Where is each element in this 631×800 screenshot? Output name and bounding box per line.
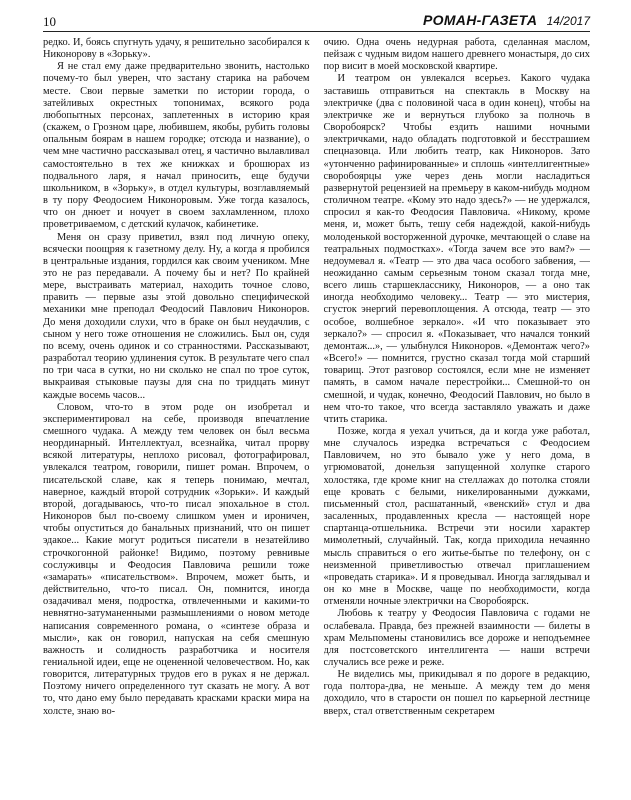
magazine-title: РОМАН-ГАЗЕТА xyxy=(423,12,538,28)
paragraph: Словом, что-то в этом роде он изобретал и экспериментировал на себе, производя впечатление смешного чудака. А между тем человек он был весьма неординарный. Интеллектуал, всезнайка, читал прорву всякой литературы, неплохо рисовал, фотографировал, увлекался театром, говорили, пишет роман. Впрочем, о писательской славе, как я теперь понимаю, мечтал, наверное, каждый второй сотрудник «Зорьки». И каждый второй, догадываюсь, что-то писал эпохальное в стол. Никоноров был по-своему слишком умен и ироничен, чтобы опуститься до банальных признаний, что он пишет эдакое... Какие могут родиться писатели в незатейливо строчкогонной районке! Видимо, поэтому ревнивые сослуживцы и Феодосия Павловича решили тоже «замарать» «писательством». Впрочем, может быть, и действительно, что-то писал. Он, помнится, иногда озадачивал меня, подростка, отвлеченными и какими-то невнятно-затуманенными размышлениями о новом методе написания современного романа, о «синтезе образа и мысли», как он говорил, напуская на себя смешную важность и солидность разработчика и носителя гениальной идеи, еще не оцененной человечеством. Но, как говорится, литературных трудов его в руках я не держал. Поэтому ничего определенного тут сказать не могу. А вот то, что дано ему было передавать красками краски мира на холсте, знаю во- xyxy=(43,401,310,717)
paragraph: Позже, когда я уехал учиться, да и когда уже работал, мне случалось изредка встречаться с Феодосием Павловичем, но это бывало уже у него дома, в угрюмоватой, донельзя запущенной холупке старого холостяка, где кроме книг на стеллажах до потолка стояли еще кровать с белыми, никелированными дужками, письменный стол, расшатанный, «венский» стул и два засаленных, продавленных кресла — настоящей норе спартанца-отшельника. Встречи эти носили характер мимолетный, случайный. Так, когда приходила нечаянно мысль справиться о его житье-бытье по телефону, он с неизменной приветливостью отвечал приглашением «проведать старика». И я проведывал. Иногда заглядывал и он ко мне в Москве, чаще по необходимости, когда отменяли ночные электрички на Своробоярск. xyxy=(323,426,590,608)
header-rule xyxy=(43,31,590,32)
issue-number: 14/2017 xyxy=(546,14,590,28)
paragraph: Любовь к театру у Феодосия Павловича с годами не ослабевала. Правда, без прежней взаимности — билеты в храм Мельпомены становились все дороже и неподъемнее для постсоветского интеллигента — наши встречи случались все реже и реже. xyxy=(323,608,590,668)
paragraph: очию. Одна очень недурная работа, сделанная маслом, пейзаж с чудным видом нашего древнего монастыря, до сих пор висит в моей московской квартире. xyxy=(323,37,590,73)
page-number: 10 xyxy=(43,14,56,29)
text-columns xyxy=(43,37,590,796)
paragraph: Не виделись мы, прикидывал я по дороге в редакцию, года полтора-два, не меньше. А между тем до меня доходило, что в старости он пошел по карьерной лестнице вверх, стал ответственным секретарем xyxy=(323,669,590,717)
page-header xyxy=(43,11,590,33)
paragraph: редко. И, боясь спугнуть удачу, я решительно засобирался к Никонорову в «Зорьку». xyxy=(43,37,310,61)
paragraph: И театром он увлекался всерьез. Какого чудака заставишь отправиться на спектакль в Москву на электричке (два с половиной часа в один конец), чтобы на электричке же и вернуться глубоко за полночь в Своробоярск? Чтобы ездить нашими ночными электричками, надо обладать подготовкой и бесстрашием спецназовца. Или любить театр, как Никоноров. Зато «утонченно рафинированные» и сплошь «интеллигентные» своробоярцы уже через день могли насладиться развернутой рецензией на премьеру в каком-нибудь модном столичном театре. «Кому это надо здесь?» — не удержался, спросил я как-то Феодосия Павловича. «Никому, кроме меня, и, может быть, тешу себя надеждой, какой-нибудь молоденькой восторженной дурочке, мечтающей о славе на театральных подмостках». «Тогда зачем все это вам?» — недоумевал я. «Театр — это два часа особого забвения, — неожиданно самым серьезным тоном сказал тогда мне, всего лишь старшекласснику, Никоноров, — а оно так иногда необходимо человеку... Театр — это мистерия, сгусток энергий перевоплощения. А отсюда, театр — это особое, волшебное зеркало». «И что показывает это зеркало?» — спросил я. «Показывает, что начался тонкий демонтаж...», — улыбнулся Никоноров. «Демонтаж чего?» «Всего!» — помнится, грустно сказал тогда мой старший товарищ. Этот разговор состоялся, если мне не изменяет память, в самом начале перестройки... Смешной-то он смешной, и чудак, конечно, Феодосий Павлович, но было в нем что-то такое, что всегда заставляло уважать и даже чтить старика. xyxy=(323,73,590,425)
paragraph: Я не стал ему даже предварительно звонить, настолько почему-то был уверен, что застану старика на рабочем месте. Свои первые заметки по истории города, о затейливых окрестных топонимах, всякого рода любопытных персонах, заплетенных в историю края (скажем, о Грозном царе, любившем, якобы, рубить головы опальным боярам в нашем городке; отсюда и название), о чем мне частично рассказывал отец, я частично вылавливал самостоятельно в тех же книжках и брошюрах из подвального ларя, я начал приносить, еще будучи школьником, в «Зорьку», в отдел культуры, возглавляемый в ту пору Феодосием Никоноровым. Уже тогда казалось, что он днюет и ночует в своем захламленном, плохо проветриваемом, с детский кулачок, кабинетике. xyxy=(43,61,310,231)
paragraph: Меня он сразу приветил, взял под личную опеку, всячески поощряя к газетному делу. Ну, а когда я пробился в центральные издания, гордился как своим учеником. Мне это не раз передавали. А почему бы и нет? По крайней мере, выстраивать материал, находить точное слово, править — первые азы этой довольно специфической механики мне преподал Феодосий Павлович Никоноров. До меня доходили слухи, что в браке он был неудачлив, с сыном у него тоже отношения не сложились. Был он, судя по всему, очень одинок и со странностями. Рассказывают, разработал теорию удлинения суток. В результате чего спал по три часа в сутки, но ни сколько не спал по трое суток, выкраивая стыковые паузы для сна по тридцать минут каждые восемь часов... xyxy=(43,231,310,401)
right-column xyxy=(324,37,591,796)
left-column xyxy=(43,37,310,796)
